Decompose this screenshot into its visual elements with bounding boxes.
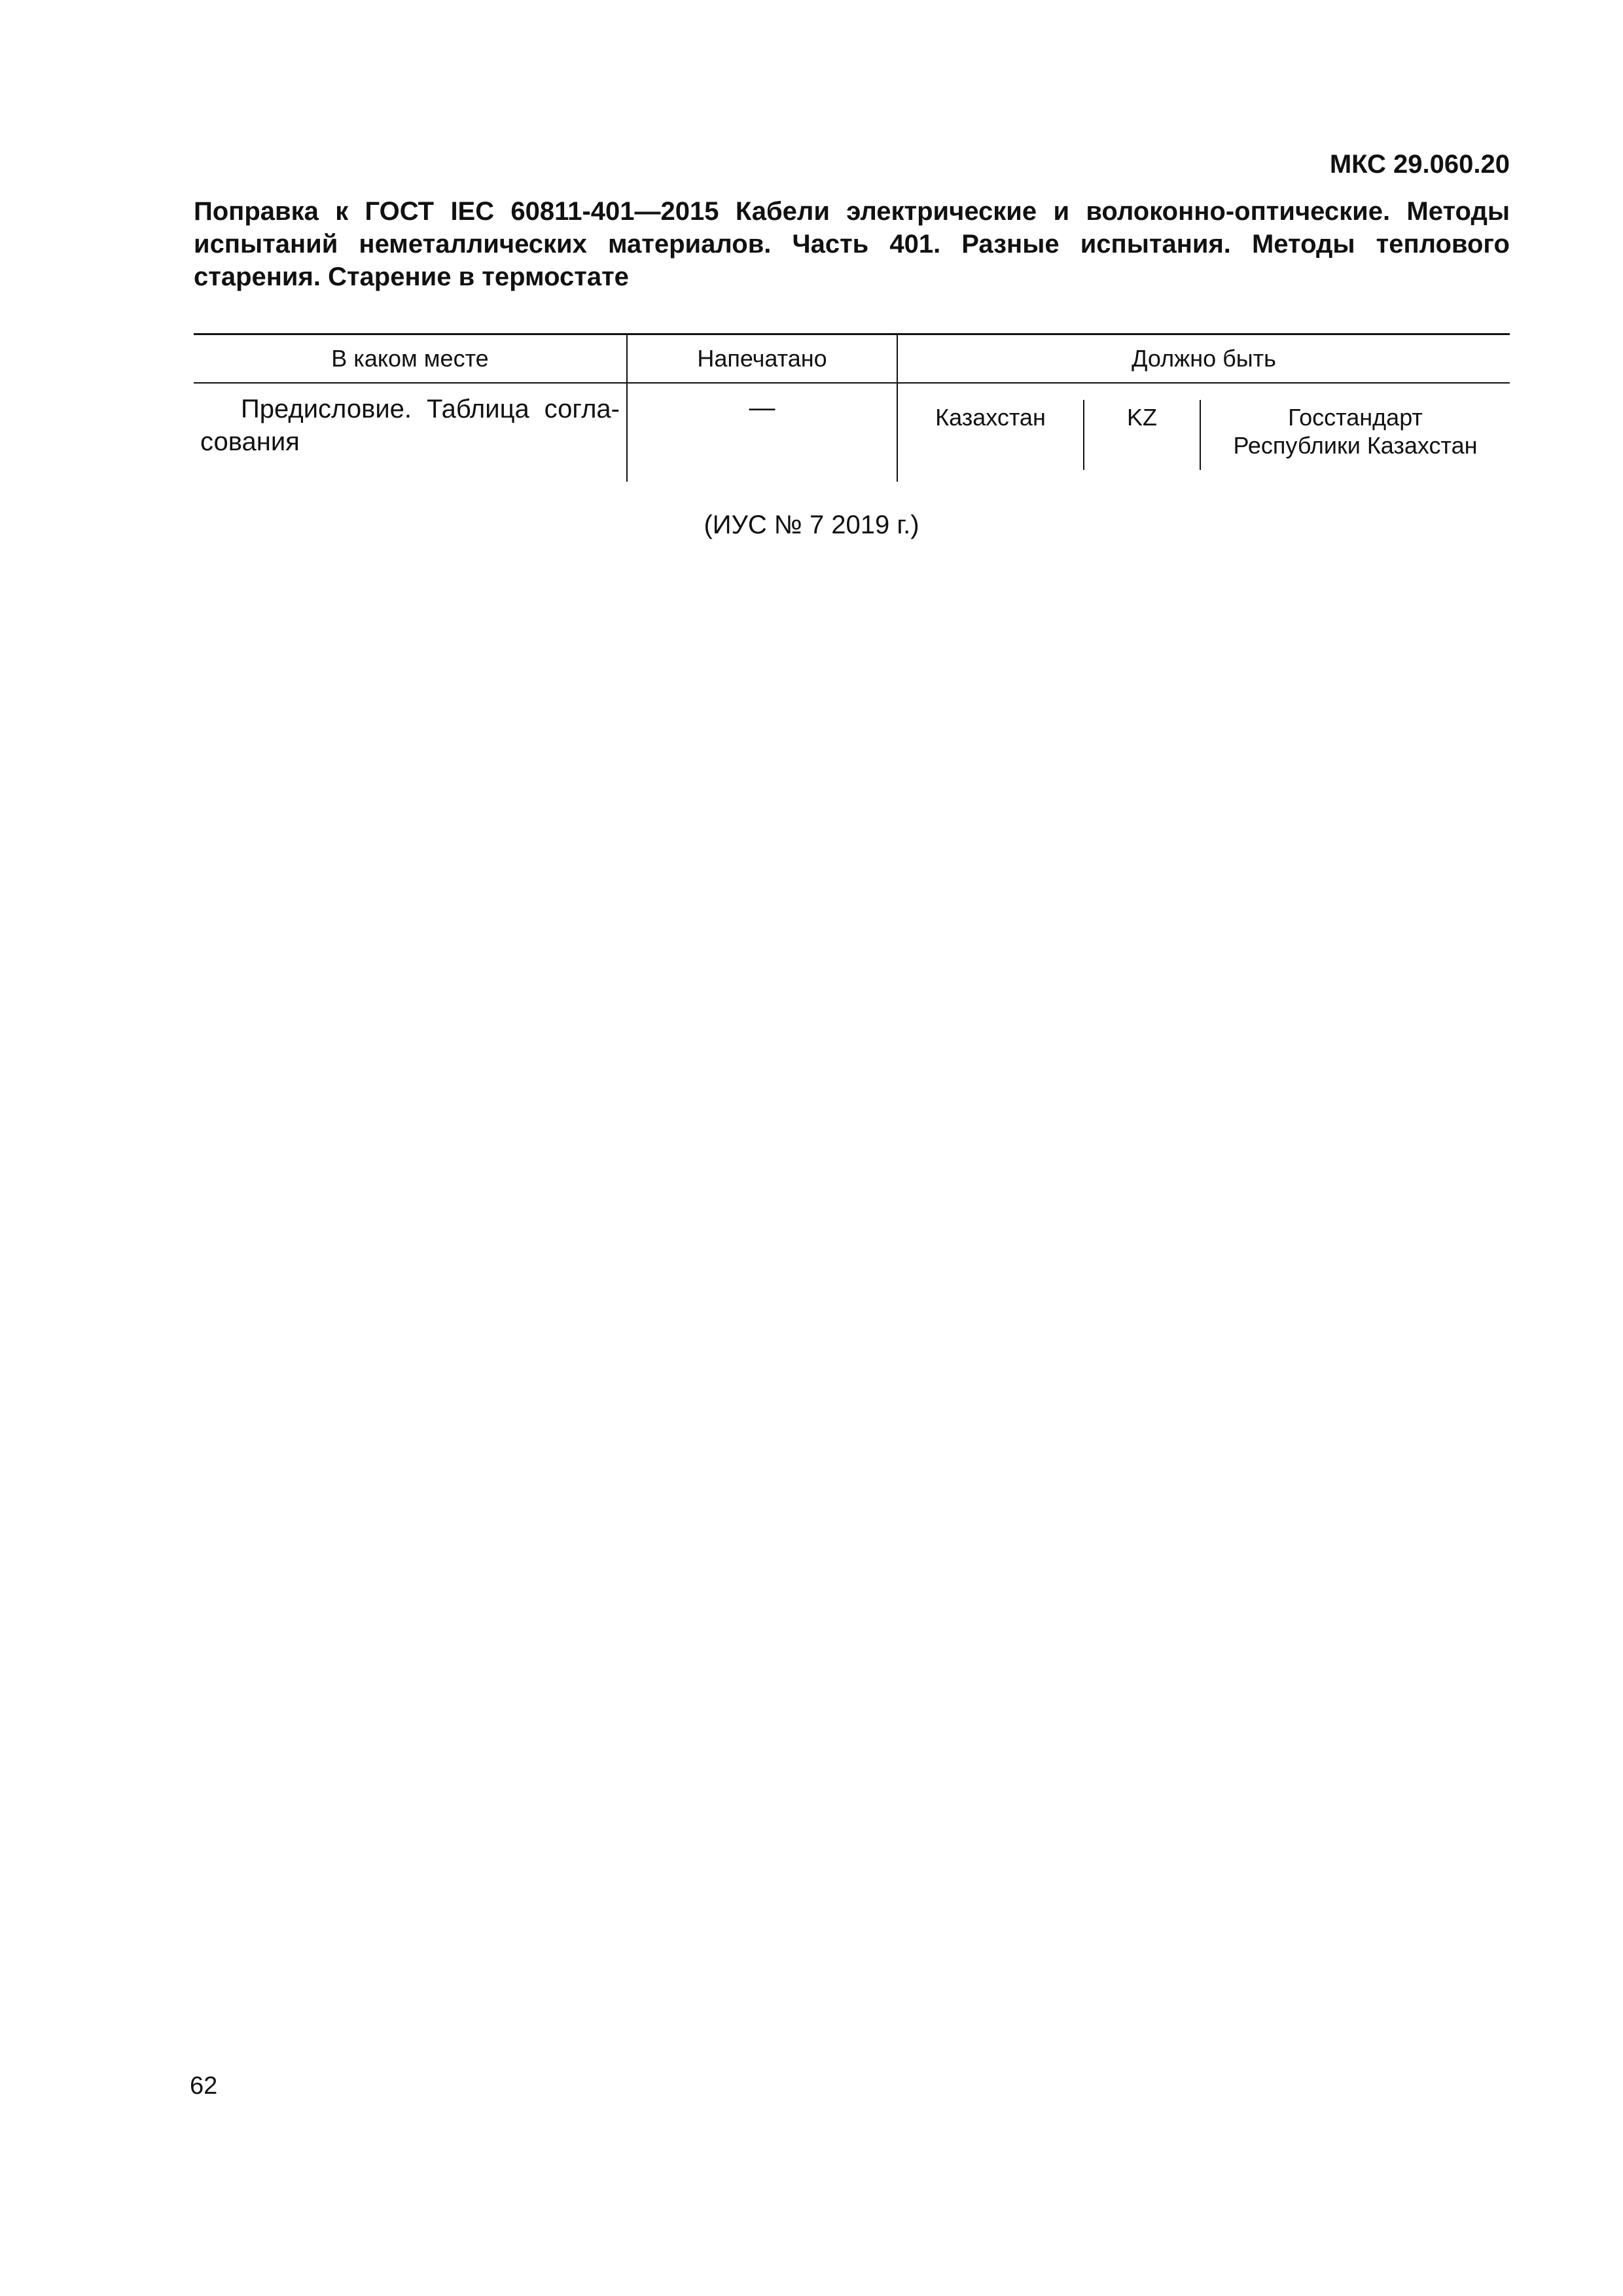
header-printed: Напечатано xyxy=(627,334,897,384)
cell-should-be xyxy=(897,383,1510,482)
ius-reference: (ИУС № 7 2019 г.) xyxy=(704,511,919,539)
correction-table-wrapper xyxy=(194,333,1510,482)
cell-place xyxy=(194,383,627,482)
should-be-body-line2: Республики Казахстан xyxy=(1233,432,1478,459)
cell-printed-text: — xyxy=(749,393,776,422)
table-header-row xyxy=(194,334,1510,384)
amendment-title: Поправка к ГОСТ IEC 60811-401—2015 Кабели электрические и волоконно-оптические. Методы испытаний неметаллических материалов. Часть 401. Разные испытания. Методы теплового старения. Старение в термостате xyxy=(194,197,1510,291)
cell-printed xyxy=(627,383,897,482)
should-be-country: Казахстан xyxy=(898,400,1084,470)
correction-table xyxy=(194,333,1510,482)
should-be-body-line1: Госстандарт xyxy=(1288,404,1423,431)
cell-place-text: Предисловие. Таблица согла-сования xyxy=(200,395,620,456)
should-be-code: KZ xyxy=(1084,400,1201,470)
should-be-body xyxy=(1201,400,1510,470)
table-row xyxy=(194,383,1510,482)
page-number: 62 xyxy=(190,2072,218,2100)
mks-code: МКС 29.060.20 xyxy=(1329,150,1510,179)
header-should-be: Должно быть xyxy=(897,334,1510,384)
header-place: В каком месте xyxy=(194,334,627,384)
